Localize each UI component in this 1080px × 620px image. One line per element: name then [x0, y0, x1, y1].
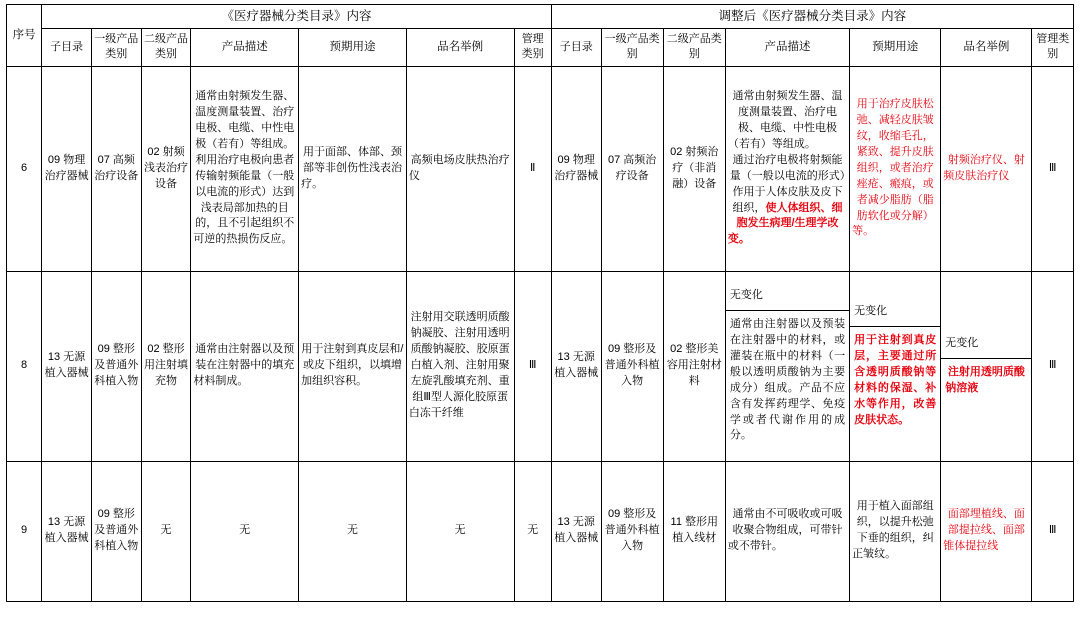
row-left-examples: 注射用交联透明质酸钠凝胶、注射用透明质酸钠凝胶、胶原蛋白植入剂、注射用聚左旋乳酸填充剂、重组Ⅲ型人源化胶原蛋白冻干纤维	[406, 271, 514, 461]
header-left-examples: 品名举例	[406, 28, 514, 66]
row-left-description: 无	[191, 461, 299, 601]
header-right-level2: 二级产品类别	[663, 28, 725, 66]
column-header-row	[7, 28, 1074, 66]
row-right-description	[725, 66, 849, 271]
row-right-description	[725, 271, 849, 461]
row-left-level1: 09 整形及普通外科植入物	[91, 461, 141, 601]
row-right-level1: 09 整形及普通外科植入物	[601, 461, 663, 601]
table-row	[7, 66, 1074, 271]
row-right-examples: 射频治疗仪、射频皮肤治疗仪	[941, 66, 1032, 271]
row-right-level1: 09 整形及普通外科植入物	[601, 271, 663, 461]
header-right-intended-use: 预期用途	[850, 28, 941, 66]
row-left-sub-catalog: 09 物理治疗器械	[42, 66, 92, 271]
header-group-left: 《医疗器械分类目录》内容	[42, 5, 552, 29]
header-left-level2: 二级产品类别	[141, 28, 191, 66]
header-right-sub-catalog: 子目录	[551, 28, 601, 66]
header-left-sub-catalog: 子目录	[42, 28, 92, 66]
row-left-level1: 09 整形及普通外科植入物	[91, 271, 141, 461]
row-left-class: Ⅱ	[514, 66, 551, 271]
row-right-description-new: 通常由注射器以及预装在注射器中的材料，或灌装在瓶中的材料（一般以透明质酸钠为主要成分）组成。产品不应含有发挥药理学、免疫学或者代谢作用的成分。	[729, 317, 846, 442]
row-right-class: Ⅲ	[1032, 66, 1074, 271]
row-right-description-part2: 通过治疗电极将射频能量（一般以电流的形式）作用于人体皮肤及皮下组织，	[729, 153, 846, 214]
row-right-intended-use: 用于植入面部组织，以提升松弛下垂的组织，纠正皱纹。	[850, 461, 941, 601]
row-right-examples: 面部埋植线、面部提拉线、面部锥体提拉线	[941, 461, 1032, 601]
row-left-class: Ⅲ	[514, 271, 551, 461]
row-left-sub-catalog: 13 无源植入器械	[42, 461, 92, 601]
row-left-level2: 02 射频浅表治疗设备	[141, 66, 191, 271]
row-left-level2: 02 整形用注射填充物	[141, 271, 191, 461]
row-right-intended-use	[850, 271, 941, 461]
row-left-level2: 无	[141, 461, 191, 601]
row-right-level2: 11 整形用植入线材	[663, 461, 725, 601]
classification-comparison-table	[6, 4, 1074, 602]
row-left-examples: 高频电场皮肤热治疗仪	[406, 66, 514, 271]
row-right-intended-use-nochange: 无变化	[850, 298, 940, 327]
group-header-row	[7, 5, 1074, 29]
row-seq: 8	[7, 271, 42, 461]
table-row	[7, 271, 1074, 461]
header-right-examples: 品名举例	[941, 28, 1032, 66]
row-right-class: Ⅲ	[1032, 271, 1074, 461]
row-right-sub-catalog: 13 无源植入器械	[551, 271, 601, 461]
header-left-description: 产品描述	[191, 28, 299, 66]
row-right-examples-nochange: 无变化	[941, 330, 1031, 359]
table-row	[7, 461, 1074, 601]
row-right-intended-use-new: 用于注射到真皮层，主要通过所含透明质酸钠等材料的保湿、补水等作用，改善皮肤状态。	[854, 333, 937, 426]
row-right-examples-new: 注射用透明质酸钠溶液	[945, 365, 1025, 394]
row-left-examples: 无	[406, 461, 514, 601]
header-left-level1: 一级产品类别	[91, 28, 141, 66]
header-right-class: 管理类别	[1032, 28, 1074, 66]
row-right-class: Ⅲ	[1032, 461, 1074, 601]
row-right-description-nochange: 无变化	[726, 282, 849, 311]
row-right-level2: 02 射频治疗（非消融）设备	[663, 66, 725, 271]
row-left-description: 通常由注射器以及预装在注射器中的填充材料制成。	[191, 271, 299, 461]
row-right-description-part1: 通常由射频发生器、温度测量装置、治疗电极、电缆、中性电极（若有）等组成。	[727, 89, 843, 150]
row-left-intended-use: 无	[299, 461, 407, 601]
row-seq: 6	[7, 66, 42, 271]
row-right-examples	[941, 271, 1032, 461]
header-right-level1: 一级产品类别	[601, 28, 663, 66]
row-right-sub-catalog: 09 物理治疗器械	[551, 66, 601, 271]
header-group-right: 调整后《医疗器械分类目录》内容	[551, 5, 1073, 29]
header-right-description: 产品描述	[725, 28, 849, 66]
header-left-class: 管理类别	[514, 28, 551, 66]
row-seq: 9	[7, 461, 42, 601]
row-right-level2: 02 整形美容用注射材料	[663, 271, 725, 461]
row-right-intended-use: 用于治疗皮肤松弛、减轻皮肤皱纹，收缩毛孔，紧致、提升皮肤组织，或者治疗痤疮、瘢痕，或者减少脂肪（脂肪软化或分解）等。	[850, 66, 941, 271]
header-seq: 序号	[7, 5, 42, 67]
row-left-class: 无	[514, 461, 551, 601]
row-left-intended-use: 用于注射到真皮层和/或皮下组织，以填增加组织容积。	[299, 271, 407, 461]
row-right-sub-catalog: 13 无源植入器械	[551, 461, 601, 601]
row-left-sub-catalog: 13 无源植入器械	[42, 271, 92, 461]
row-left-intended-use: 用于面部、体部、颈部等非创伤性浅表治疗。	[299, 66, 407, 271]
row-left-level1: 07 高频治疗设备	[91, 66, 141, 271]
row-left-description: 通常由射频发生器、温度测量装置、治疗电极、电缆、中性电极（若有）等组成。利用治疗电极向患者传输射频能量（一般以电流的形式）达到浅表局部加热的目的，且不引起组织不可逆的热损伤反应。	[191, 66, 299, 271]
row-right-description-highlight: 使人体组织、细胞发生病理/生理学改变。	[727, 201, 843, 246]
header-left-intended-use: 预期用途	[299, 28, 407, 66]
row-right-description: 通常由不可吸收或可吸收聚合物组成，可带针或不带针。	[725, 461, 849, 601]
row-right-level1: 07 高频治疗设备	[601, 66, 663, 271]
